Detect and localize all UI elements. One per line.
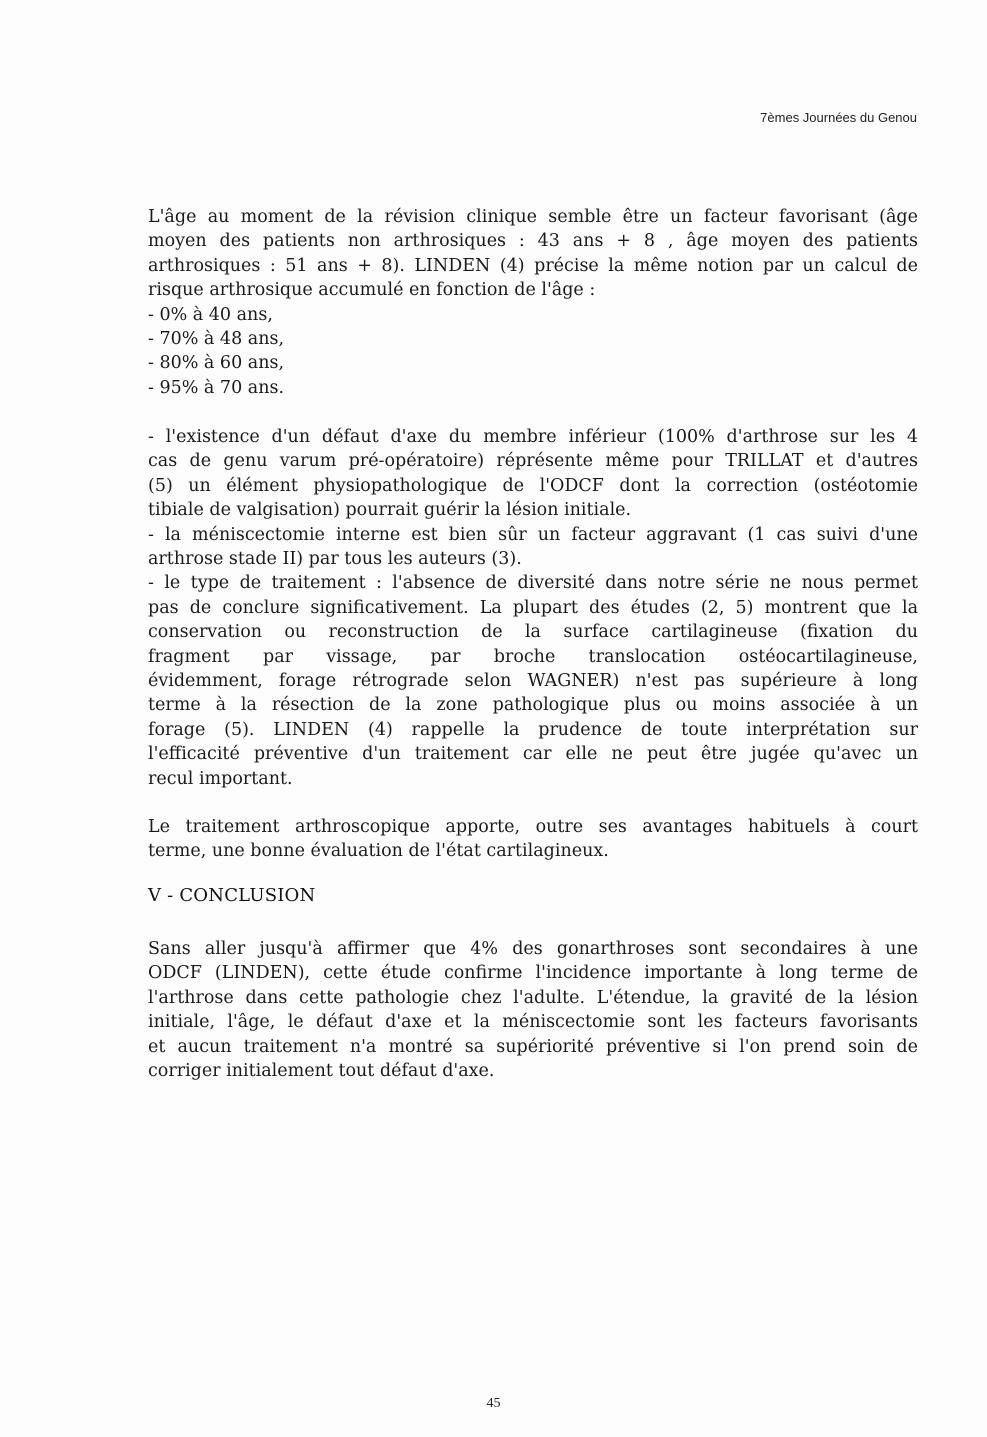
text-line: - le type de traitement : l'absence de diversité dans notre série ne nous permet — [148, 573, 918, 594]
text-line: évidemment, forage rétrograde selon WAGNER) n'est pas supérieure à long — [148, 671, 918, 692]
text-line: tibiale de valgisation) pourrait guérir la lésion initiale. — [148, 500, 632, 521]
text-line: Sans aller jusqu'à affirmer que 4% des gonarthroses sont secondaires à une — [148, 939, 918, 959]
text-line: l'arthrose dans cette pathologie chez l'adulte. L'étendue, la gravité de la lésion — [148, 987, 918, 1008]
text-line: (5) un élément physiopathologique de l'ODCF dont la correction (ostéotomie — [148, 475, 918, 496]
text-line: risque arthrosique accumulé en fonction de l'âge : — [148, 280, 596, 301]
list-item: - 0% à 40 ans, — [148, 304, 273, 325]
text-line: corriger initialement tout défaut d'axe. — [148, 1061, 495, 1082]
text-line: L'âge au moment de la révision clinique semble être un facteur favorisant (âge — [148, 207, 918, 227]
text-line: terme, une bonne évaluation de l'état cartilagineux. — [148, 841, 609, 862]
text-line: terme à la résection de la zone pathologique plus ou moins associée à un — [148, 695, 918, 716]
text-line: arthrosiques : 51 ans + 8). LINDEN (4) précise la même notion par un calcul de — [148, 255, 918, 276]
text-line: pas de conclure significativement. La plupart des études (2, 5) montrent que la — [148, 597, 918, 618]
text-line: l'efficacité préventive d'un traitement car elle ne peut être jugée qu'avec un — [148, 744, 918, 765]
text-line: recul important. — [148, 768, 293, 789]
paragraph-age-risk — [148, 205, 918, 400]
text-line: moyen des patients non arthrosiques : 43 ans + 8 , âge moyen des patients — [148, 231, 918, 252]
section-heading: V - CONCLUSION — [148, 885, 316, 906]
text-line: fragment par vissage, par broche translocation ostéocartilagineuse, — [148, 646, 918, 667]
text-line: et aucun traitement n'a montré sa supériorité préventive si l'on prend soin de — [148, 1036, 918, 1057]
paragraph-arthroscopy — [148, 815, 918, 864]
text-line: forage (5). LINDEN (4) rappelle la prudence de toute interprétation sur — [148, 719, 918, 740]
text-line: Le traitement arthroscopique apporte, outre ses avantages habituels à court — [148, 817, 918, 837]
text-line: - l'existence d'un défaut d'axe du membre inférieur (100% d'arthrose sur les 4 — [148, 427, 918, 447]
list-item: - 70% à 48 ans, — [148, 329, 285, 350]
text-line: conservation ou reconstruction de la surface cartilagineuse (fixation du — [148, 622, 918, 643]
page-number: 45 — [486, 1396, 501, 1411]
text-line: - la méniscectomie interne est bien sûr un facteur aggravant (1 cas suivi d'une — [148, 524, 918, 545]
text-line: initiale, l'âge, le défaut d'axe et la méniscectomie sont les facteurs favorisants — [148, 1012, 918, 1033]
text-line: ODCF (LINDEN), cette étude confirme l'incidence importante à long terme de — [148, 963, 918, 984]
list-item: - 95% à 70 ans. — [148, 377, 285, 398]
text-line: arthrose stade II) par tous les auteurs (3). — [148, 549, 522, 570]
running-header: 7èmes Journées du Genou — [760, 110, 917, 125]
text-line: cas de genu varum pré-opératoire) réprésente même pour TRILLAT et d'autres — [148, 451, 918, 472]
list-item: - 80% à 60 ans, — [148, 353, 285, 374]
paragraph-risk-factors — [148, 425, 918, 791]
paragraph-conclusion — [148, 937, 918, 1083]
